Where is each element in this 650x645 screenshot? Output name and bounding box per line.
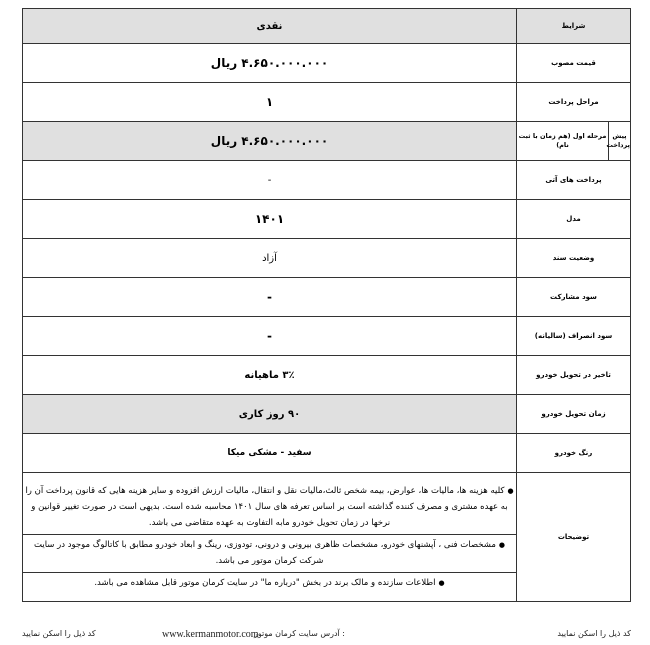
cancellation-profit-label: سود انصراف (سالیانه)	[517, 317, 631, 356]
note-text: اطلاعات سازنده و مالک برند در بخش "درباره ما" در سایت کرمان موتور قابل مشاهده می باشد.	[94, 577, 436, 588]
notes-row	[23, 473, 631, 602]
bullet-icon: ●	[498, 540, 505, 549]
footer-site-caption: آدرس سایت کرمان موتور :	[254, 629, 345, 638]
approved-price-label: قیمت مصوب	[517, 44, 631, 83]
delivery-time-value: ۹۰ روز کاری	[23, 395, 517, 434]
payment-stages-label: مراحل پرداخت	[517, 83, 631, 122]
note-text: کلیه هزینه ها، مالیات ها، عوارض، بیمه شخص ثالث،مالیات نقل و انتقال، مالیات ارزش افزوده و سایر هزینه هایی که قانون پرداخت آن را به عهده مشتری و مصرف کننده گذاشته است بر اساس تعرفه های سال ۱۴۰۱ محاسبه شده است. بدیهی است در صورت تغییر قوانین و نرخها در زمان تحویل خودرو مابه التفاوت به عهده متقاضی می باشد.	[25, 485, 508, 528]
footer-scan-right: کد ذیل را اسکن نمایید	[557, 629, 631, 638]
delivery-delay-row	[23, 356, 631, 395]
delivery-time-row	[23, 395, 631, 434]
notes-cell	[23, 473, 517, 602]
document-status-label: وضعیت سند	[517, 239, 631, 278]
terms-sheet	[22, 8, 631, 626]
page-footer	[22, 629, 631, 643]
bullet-icon: ●	[438, 578, 445, 587]
footer-site-link[interactable]: www.kermanmotor.com	[162, 629, 259, 640]
model-label: مدل	[517, 200, 631, 239]
prepayment-sublabel: مرحله اول (هم زمان با ثبت نام)	[517, 122, 609, 161]
header-label: شرایط	[517, 9, 631, 44]
note-item	[23, 481, 516, 535]
notes-label: توضیحات	[517, 473, 631, 602]
prepayment-label: پیش پرداخت	[609, 122, 631, 161]
delivery-time-label: زمان تحویل خودرو	[517, 395, 631, 434]
participation-profit-row	[23, 278, 631, 317]
car-color-row	[23, 434, 631, 473]
future-payments-row	[23, 161, 631, 200]
car-color-value: سفید - مشکی میکا	[23, 434, 517, 473]
header-value: نقدی	[23, 9, 517, 44]
participation-profit-value: -	[23, 278, 517, 317]
document-status-value: آزاد	[23, 239, 517, 278]
footer-scan-left: کد ذیل را اسکن نمایید	[22, 629, 96, 638]
future-payments-label: پرداخت های آتی	[517, 161, 631, 200]
prepayment-row	[23, 122, 631, 161]
delivery-delay-value: ۳٪ ماهیانه	[23, 356, 517, 395]
note-item	[23, 535, 516, 573]
prepayment-value: ۴.۶۵۰.۰۰۰.۰۰۰ ریال	[23, 122, 517, 161]
document-status-row	[23, 239, 631, 278]
model-value: ۱۴۰۱	[23, 200, 517, 239]
payment-stages-value: ۱	[23, 83, 517, 122]
header-row	[23, 9, 631, 44]
approved-price-value: ۴.۶۵۰.۰۰۰.۰۰۰ ریال	[23, 44, 517, 83]
participation-profit-label: سود مشارکت	[517, 278, 631, 317]
car-color-label: رنگ خودرو	[517, 434, 631, 473]
cancellation-profit-row	[23, 317, 631, 356]
future-payments-value: -	[23, 161, 517, 200]
model-row	[23, 200, 631, 239]
note-text: مشخصات فنی ، آپشنهای خودرو، مشخصات ظاهری بیرونی و درونی، تودوزی، رینگ و ابعاد خودرو مطابق با کاتالوگ موجود در سایت شرکت کرمان موتور می باشد.	[34, 539, 496, 566]
cancellation-profit-value: -	[23, 317, 517, 356]
delivery-delay-label: تاخیر در تحویل خودرو	[517, 356, 631, 395]
bullet-icon: ●	[507, 486, 514, 495]
note-item	[23, 573, 516, 594]
terms-table	[22, 8, 631, 602]
approved-price-row	[23, 44, 631, 83]
payment-stages-row	[23, 83, 631, 122]
